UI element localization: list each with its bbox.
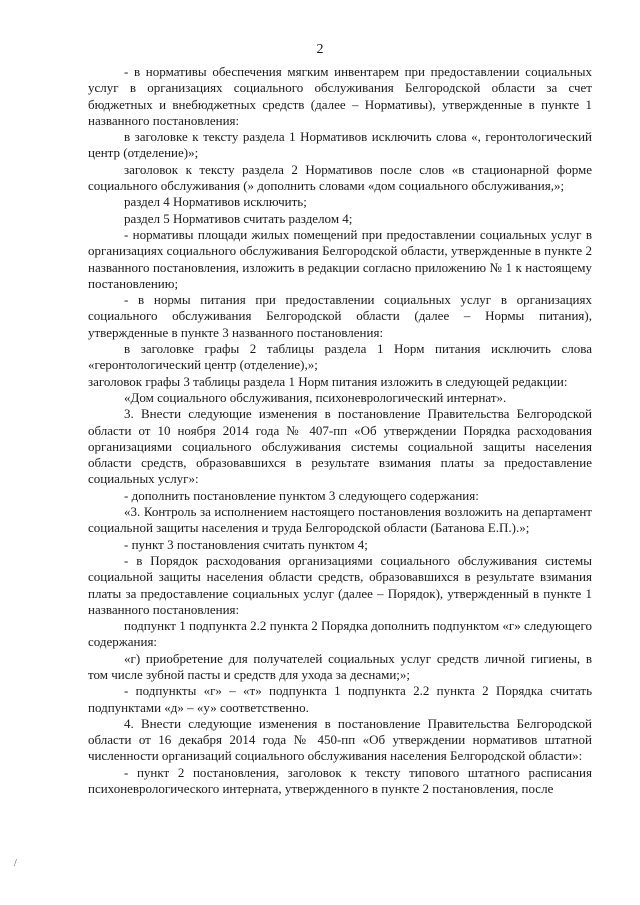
document-body — [88, 64, 592, 797]
paragraph: - подпункты «г» – «т» подпункта 1 подпункта 2.2 пункта 2 Порядка считать подпунктами «д» – «у» соответственно. — [88, 683, 592, 715]
paragraph: в заголовке к тексту раздела 1 Нормативов исключить слова «, геронтологический центр (отделение)»; — [88, 129, 592, 161]
paragraph: «3. Контроль за исполнением настоящего постановления возложить на департамент социальной защиты населения и труда Белгородской области (Батанова Е.П.).»; — [88, 504, 592, 536]
paragraph: - в Порядок расходования организациями социального обслуживания системы социальной защиты населения области средств, образовавшихся в результате взимания платы за предоставление социальных услуг (далее – Порядок), утвержденный в пункте 1 названного постановления: — [88, 552, 592, 617]
paragraph: «г) приобретение для получателей социальных услуг средств личной гигиены, в том числе зубной пасты и средств для ухода за деснами;»; — [88, 650, 592, 682]
paragraph: - пункт 3 постановления считать пунктом 4; — [124, 536, 368, 552]
paragraph: - нормативы площади жилых помещений при предоставлении социальных услуг в организациях социального обслуживания Белгородской области, утвержденные в пункте 2 названного постановления, изложить в редакции согласно приложению № 1 к настоящему постановлению; — [88, 226, 592, 291]
paragraph: «Дом социального обслуживания, психоневрологический интернат». — [124, 389, 507, 405]
paragraph: - пункт 2 постановления, заголовок к тексту типового штатного расписания психоневрологического интерната, утвержденного в пункте 2 постановления, после — [88, 764, 592, 797]
paragraph: заголовок к тексту раздела 2 Нормативов после слов «в стационарной форме социального обслуживания (» дополнить словами «дом социального обслуживания,»; — [88, 161, 592, 194]
paragraph: раздел 5 Нормативов считать разделом 4; — [124, 210, 353, 226]
paragraph: - в нормы питания при предоставлении социальных услуг в организациях социального обслуживания Белгородской области (далее – Нормы питания), утвержденные в пункте 3 названного постановления: — [88, 292, 592, 340]
paragraph: раздел 4 Нормативов исключить; — [124, 194, 307, 210]
paragraph: заголовок графы 3 таблицы раздела 1 Норм питания изложить в следующей редакции: — [88, 373, 568, 389]
paragraph: - в нормативы обеспечения мягким инвентарем при предоставлении социальных услуг в организациях социального обслуживания Белгородской области за счет бюджетных и внебюджетных средств (далее – Нормативы), утвержденные в пункте 1 названного постановления: — [88, 64, 592, 128]
paragraph: 4. Внести следующие изменения в постановление Правительства Белгородской области от 16 декабря 2014 года № 450-пп «Об утверждении нормативов штатной численности организаций социального обслуживания населения Белгородской области»: — [88, 715, 592, 764]
paragraph: в заголовке графы 2 таблицы раздела 1 Норм питания исключить слова «геронтологический центр (отделение),»; — [88, 341, 592, 373]
paragraph: - дополнить постановление пунктом 3 следующего содержания: — [124, 487, 479, 503]
stray-mark: / — [14, 858, 17, 869]
page-number: 2 — [316, 42, 324, 57]
paragraph: подпункт 1 подпункта 2.2 пункта 2 Порядка дополнить подпунктом «г» следующего содержания: — [88, 618, 592, 650]
paragraph: 3. Внести следующие изменения в постановление Правительства Белгородской области от 10 ноября 2014 года № 407-пп «Об утверждении Порядка расходования организациями социального обслуживания системы социальной защиты населения области средств, образовавшихся в результате взимания платы за предоставление социальных услуг»: — [88, 406, 592, 487]
